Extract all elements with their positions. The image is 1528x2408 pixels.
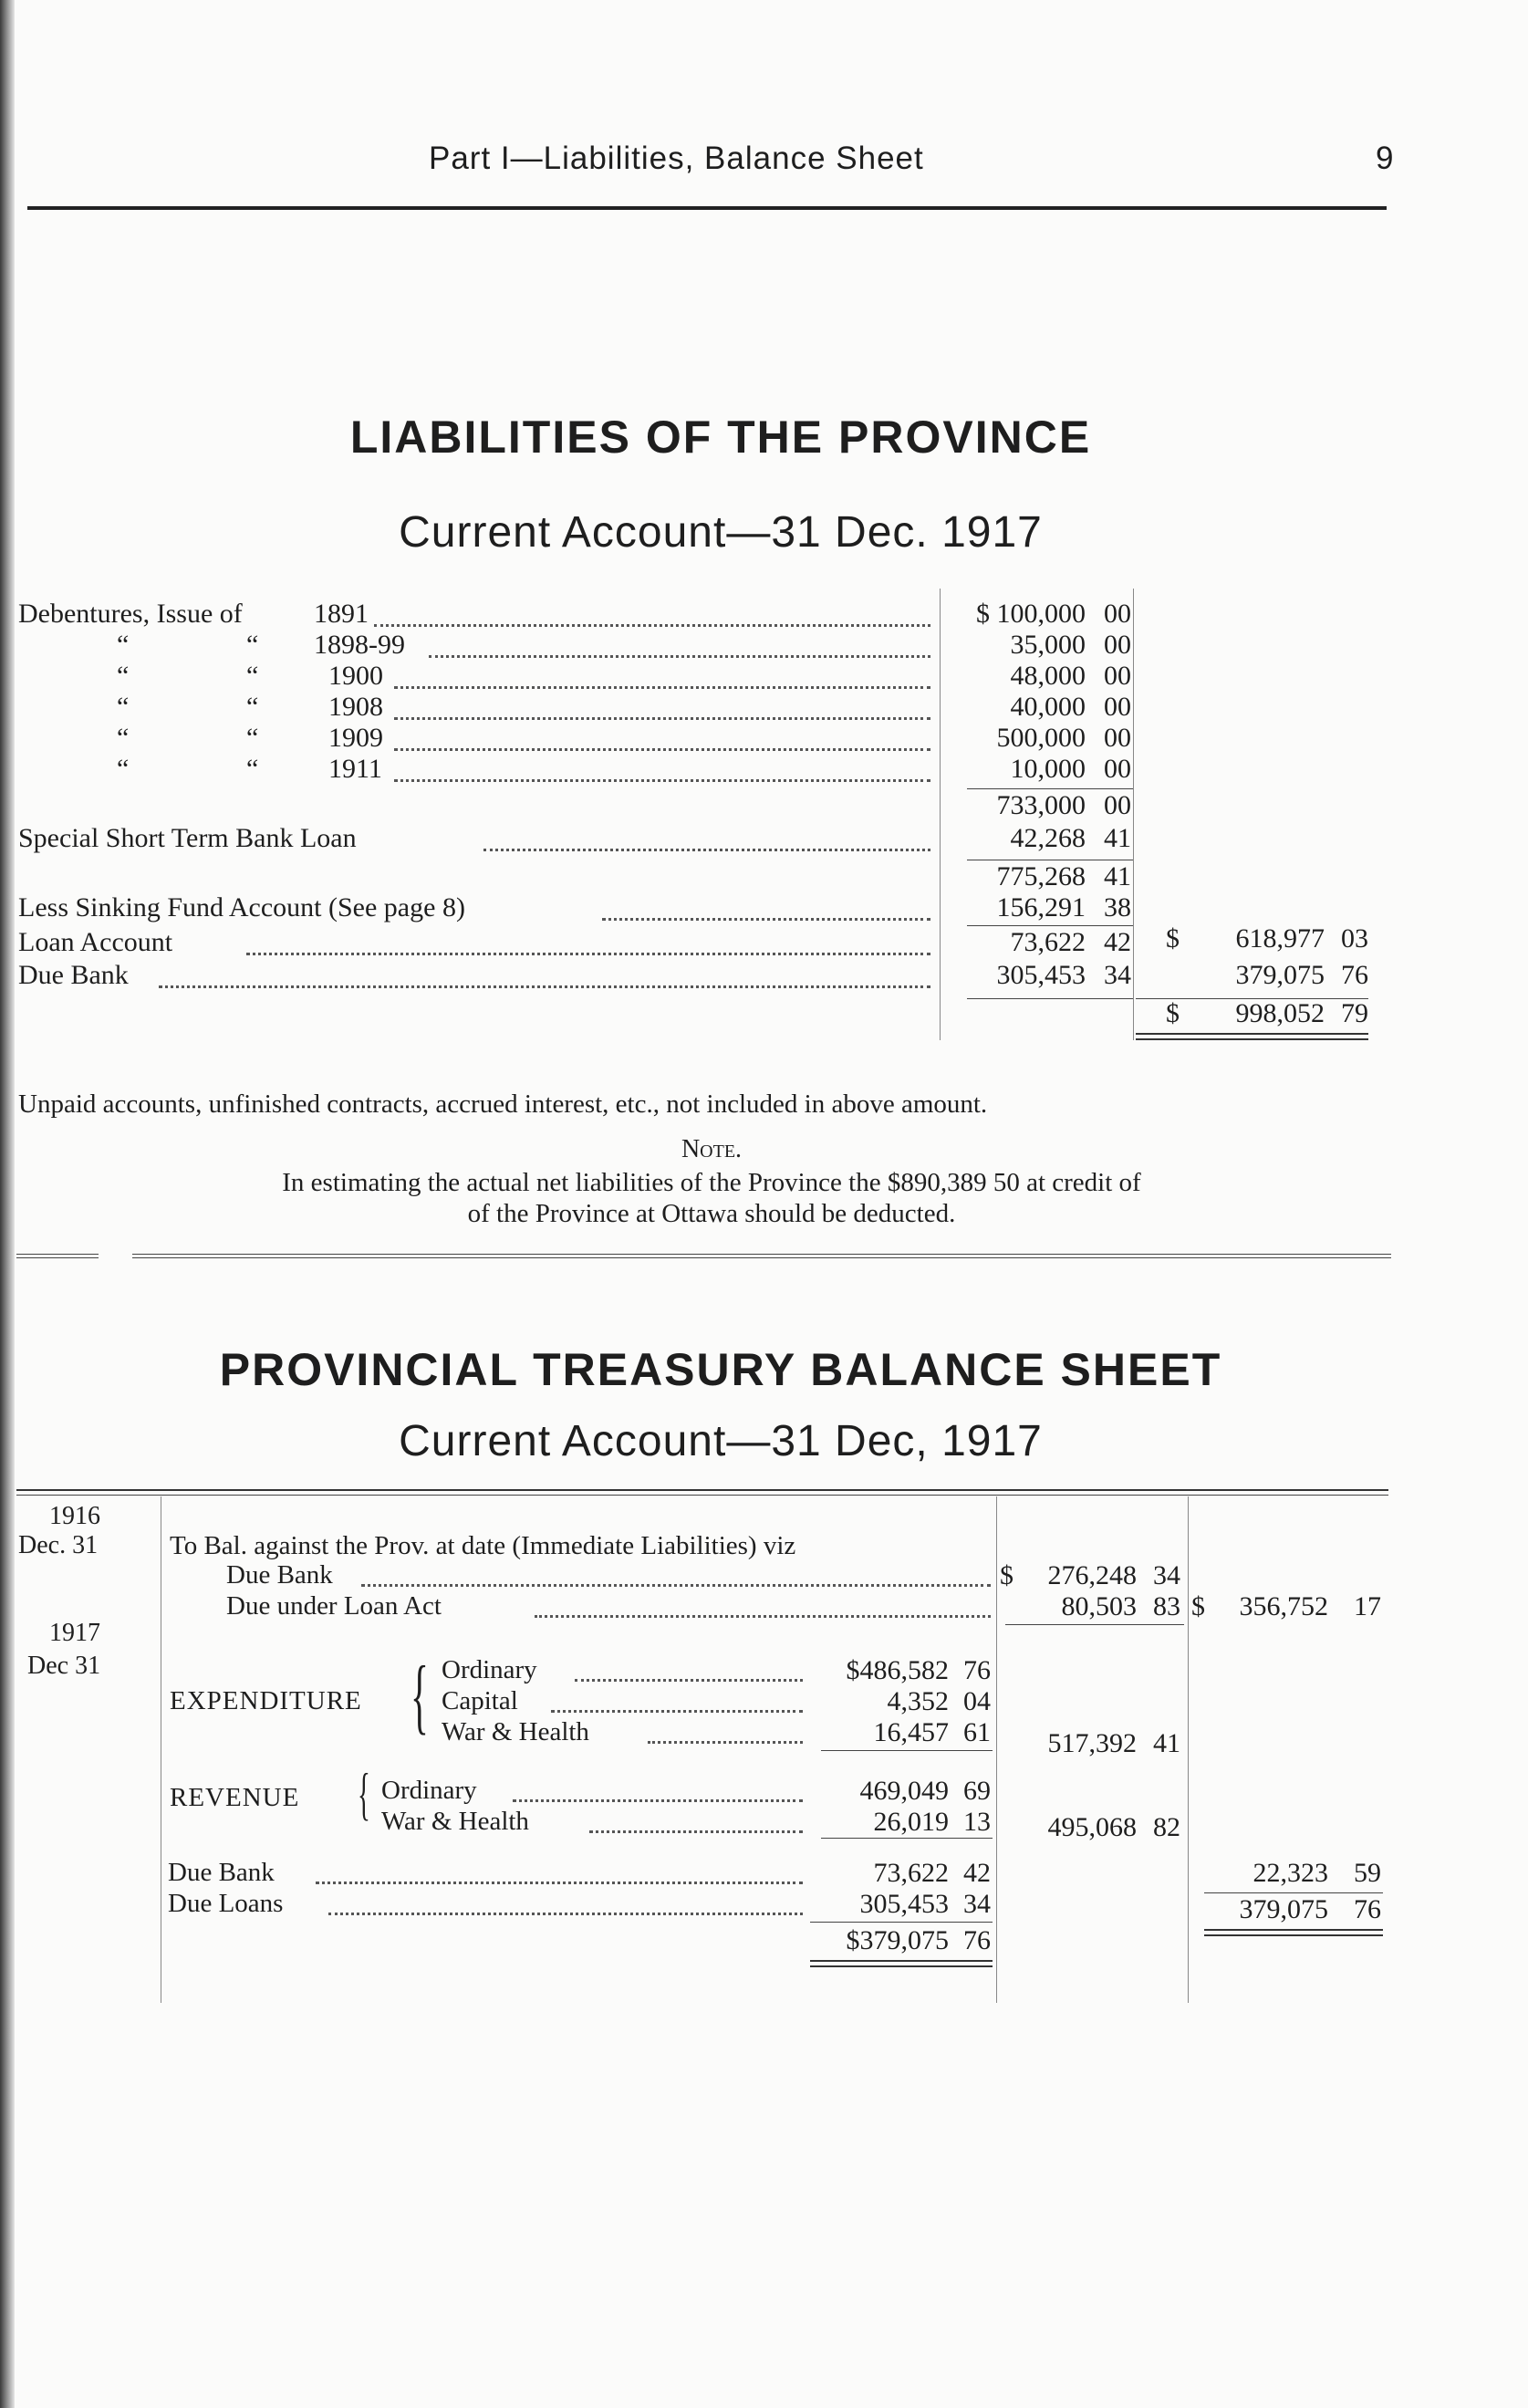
dollar-sign: $ <box>1166 998 1180 1028</box>
section-divider <box>16 1257 99 1258</box>
ditto-mark: “ <box>117 661 130 691</box>
revenue-label: REVENUE <box>170 1783 300 1812</box>
dollar-sign: $ <box>1191 1591 1205 1621</box>
amount: 48,000 <box>1010 661 1086 691</box>
amount: 80,503 <box>1061 1591 1137 1621</box>
total-cents: 76 <box>1341 960 1368 990</box>
double-rule <box>1136 1033 1368 1035</box>
subtotal-amount: 775,268 <box>996 861 1086 891</box>
cents: 00 <box>1104 661 1131 691</box>
leader-dots <box>483 849 930 851</box>
amount: $486,582 <box>846 1655 949 1685</box>
amount: 35,000 <box>1010 630 1086 660</box>
cents: 83 <box>1153 1591 1180 1621</box>
leader-dots <box>575 1679 803 1682</box>
brace-icon: { <box>358 1761 370 1826</box>
ditto-mark: “ <box>246 754 259 784</box>
balance-sheet-title: PROVINCIAL TREASURY BALANCE SHEET <box>219 1344 1222 1395</box>
bank-loan-label: Special Short Term Bank Loan <box>18 823 357 853</box>
note-heading: Note. <box>681 1135 743 1163</box>
amount: 40,000 <box>1010 692 1086 722</box>
subtotal-rule <box>967 788 1133 789</box>
cents: 00 <box>1104 599 1131 629</box>
leader-dots <box>328 1913 803 1915</box>
to-balance-text: To Bal. against the Prov. at date (Immediate Liabilities) viz <box>170 1531 796 1560</box>
leader-dots <box>394 779 930 782</box>
total-cents: 17 <box>1354 1591 1381 1621</box>
due-loan-act-label: Due under Loan Act <box>226 1591 442 1621</box>
dollar-sign: $ <box>1166 923 1180 954</box>
debenture-year: 1898-99 <box>314 630 405 660</box>
amount: 26,019 <box>873 1807 949 1837</box>
leader-dots <box>361 1584 991 1587</box>
page-number: 9 <box>1376 141 1395 176</box>
liabilities-subtitle: Current Account—31 Dec. 1917 <box>399 508 1043 557</box>
revenue-total: 495,068 <box>1047 1812 1137 1842</box>
right-cents: 59 <box>1354 1858 1381 1888</box>
header-rule <box>27 206 1387 210</box>
amount: 73,622 <box>873 1858 949 1888</box>
expenditure-total-cents: 41 <box>1153 1728 1180 1758</box>
amount: 305,453 <box>996 960 1086 990</box>
due-bank-label: Due Bank <box>168 1858 275 1887</box>
right-amount: 379,075 <box>1239 1894 1328 1924</box>
column-rule <box>996 1496 997 2003</box>
leader-dots <box>246 953 930 955</box>
debenture-year: 1909 <box>328 723 383 753</box>
cents: 34 <box>1104 960 1131 990</box>
debenture-year: 1908 <box>328 692 383 722</box>
column-rule <box>1133 589 1134 1040</box>
amount: 276,248 <box>1047 1560 1137 1590</box>
double-rule <box>810 1960 993 1962</box>
debenture-year: 1911 <box>328 754 382 784</box>
cents: 04 <box>963 1686 991 1716</box>
cents: 00 <box>1104 723 1131 753</box>
subtotal-rule <box>821 1838 993 1839</box>
total-cents: 03 <box>1341 923 1368 954</box>
cents: 38 <box>1104 892 1131 923</box>
amount: $ 100,000 <box>976 599 1086 629</box>
leader-dots <box>589 1830 803 1833</box>
section-divider <box>16 1254 99 1255</box>
date-year: 1917 <box>49 1619 100 1647</box>
subtotal-rule <box>1005 1624 1184 1625</box>
column-rule <box>940 589 941 1040</box>
section-divider <box>132 1257 1391 1258</box>
leader-dots <box>429 655 930 658</box>
total-rule <box>810 1922 993 1923</box>
loan-account-label: Loan Account <box>18 927 173 957</box>
subtotal-amount: 733,000 <box>996 790 1086 820</box>
cents: 69 <box>963 1776 991 1806</box>
leader-dots <box>535 1615 991 1618</box>
total-amount: 356,752 <box>1239 1591 1328 1621</box>
date-year: 1916 <box>49 1502 100 1530</box>
section-divider <box>132 1254 1391 1255</box>
leader-dots <box>551 1710 803 1713</box>
ditto-mark: “ <box>246 661 259 691</box>
total-amount: 618,977 <box>1235 923 1325 954</box>
total-rule <box>1204 1892 1383 1893</box>
amount: 16,457 <box>873 1717 949 1747</box>
amount: 500,000 <box>996 723 1086 753</box>
due-bank-label: Due Bank <box>18 960 129 990</box>
balance-sheet-subtitle: Current Account—31 Dec, 1917 <box>399 1417 1043 1465</box>
expenditure-total: 517,392 <box>1047 1728 1137 1758</box>
amount: 73,622 <box>1010 927 1086 957</box>
ditto-mark: “ <box>246 692 259 722</box>
leader-dots <box>648 1741 803 1744</box>
cents: 13 <box>963 1807 991 1837</box>
table-top-rule <box>16 1489 1388 1491</box>
liabilities-title: LIABILITIES OF THE PROVINCE <box>349 412 1092 463</box>
revenue-item-label: War & Health <box>381 1807 529 1836</box>
revenue-total-cents: 82 <box>1153 1812 1180 1842</box>
cents: 76 <box>963 1655 991 1685</box>
cents: 61 <box>963 1717 991 1747</box>
ditto-mark: “ <box>246 723 259 753</box>
unpaid-note: Unpaid accounts, unfinished contracts, accrued interest, etc., not included in above amount. <box>18 1089 988 1119</box>
cents: 42 <box>1104 927 1131 957</box>
expenditure-item-label: War & Health <box>442 1717 589 1746</box>
double-rule <box>1204 1934 1383 1936</box>
leader-dots <box>394 686 930 689</box>
leader-dots <box>374 624 930 627</box>
expenditure-item-label: Ordinary <box>442 1655 537 1684</box>
final-total-cents: 76 <box>963 1925 991 1955</box>
right-cents: 76 <box>1354 1894 1381 1924</box>
ditto-mark: “ <box>117 630 130 660</box>
expenditure-item-label: Capital <box>442 1686 518 1715</box>
table-top-rule <box>16 1495 1388 1496</box>
leader-dots <box>159 985 930 988</box>
subtotal-cents: 00 <box>1104 790 1131 820</box>
cents: 42 <box>963 1858 991 1888</box>
running-title: Part I—Liabilities, Balance Sheet <box>429 141 924 176</box>
amount: 156,291 <box>996 892 1086 923</box>
debentures-label: Debentures, Issue of <box>18 599 243 629</box>
cents: 41 <box>1104 823 1131 853</box>
expenditure-label: EXPENDITURE <box>170 1686 362 1715</box>
debenture-year: 1891 <box>314 599 369 629</box>
right-amount: 22,323 <box>1253 1858 1328 1888</box>
subtotal-rule <box>967 925 1133 926</box>
leader-dots <box>513 1799 803 1802</box>
cents: 00 <box>1104 692 1131 722</box>
amount: 42,268 <box>1010 823 1086 853</box>
subtotal-cents: 41 <box>1104 861 1131 891</box>
double-rule <box>1204 1929 1383 1931</box>
amount: 4,352 <box>887 1686 949 1716</box>
note-line-2: of the Province at Ottawa should be deducted. <box>467 1199 956 1228</box>
debenture-year: 1900 <box>328 661 383 691</box>
grand-total-amount: 998,052 <box>1235 998 1325 1028</box>
brace-icon: { <box>411 1649 429 1742</box>
leader-dots <box>394 717 930 720</box>
amount: 305,453 <box>859 1889 949 1919</box>
note-line-1: In estimating the actual net liabilities of the Province the $890,389 50 at credit of <box>282 1168 1141 1197</box>
leader-dots <box>602 918 930 921</box>
ditto-mark: “ <box>246 630 259 660</box>
amount: 10,000 <box>1010 754 1086 784</box>
ditto-mark: “ <box>117 692 130 722</box>
date-day: Dec 31 <box>27 1652 101 1680</box>
cents: 00 <box>1104 754 1131 784</box>
leader-dots <box>316 1882 803 1884</box>
column-rule <box>1188 1496 1189 2003</box>
subtotal-rule <box>821 1750 993 1751</box>
double-rule <box>1136 1038 1368 1040</box>
leader-dots <box>394 748 930 751</box>
cents: 34 <box>1153 1560 1180 1590</box>
ditto-mark: “ <box>117 723 130 753</box>
final-total-amount: $379,075 <box>846 1925 949 1955</box>
total-rule <box>967 998 1133 999</box>
cents: 00 <box>1104 630 1131 660</box>
date-day: Dec. 31 <box>18 1531 99 1559</box>
total-amount: 379,075 <box>1235 960 1325 990</box>
ditto-mark: “ <box>117 754 130 784</box>
double-rule <box>810 1965 993 1967</box>
grand-total-cents: 79 <box>1341 998 1368 1028</box>
sinking-fund-label: Less Sinking Fund Account (See page 8) <box>18 892 465 923</box>
cents: 34 <box>963 1889 991 1919</box>
dollar-sign: $ <box>1000 1560 1013 1590</box>
due-bank-label: Due Bank <box>226 1560 333 1590</box>
due-loans-label: Due Loans <box>168 1889 284 1918</box>
amount: 469,049 <box>859 1776 949 1806</box>
revenue-item-label: Ordinary <box>381 1776 477 1805</box>
